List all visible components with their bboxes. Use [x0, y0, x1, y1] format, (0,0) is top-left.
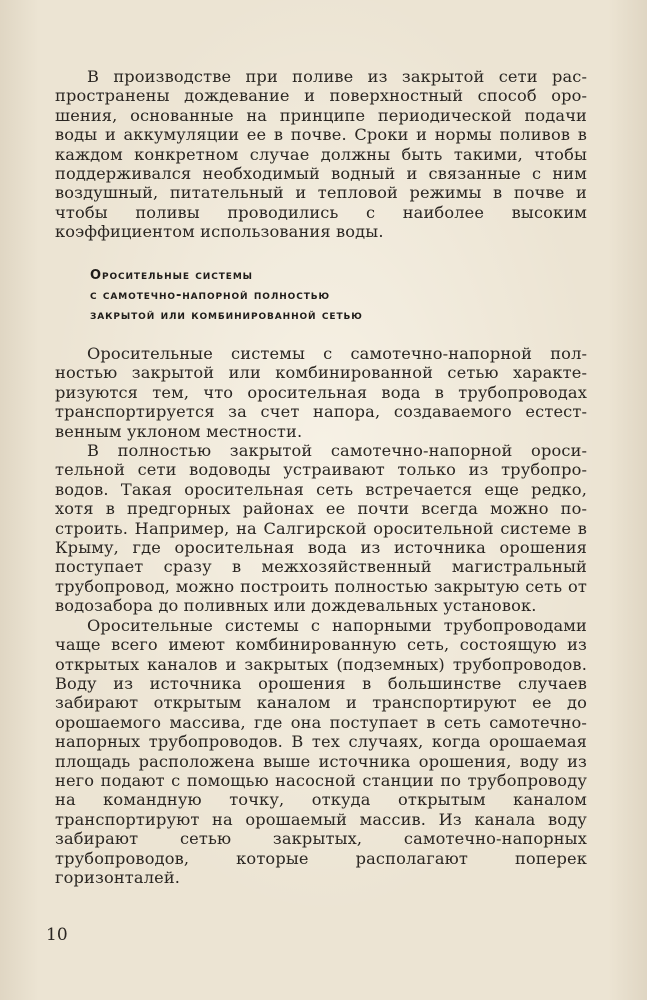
body-paragraph-1: Оросительные системы с самотечно-напорной полностью закрытой или комбинированной сетью характеризуются тем, что оросительная вода в трубопроводах транспортируется за счет напора, создаваемого естественным уклоном местности.: [55, 344, 587, 441]
section-heading-line-3: закрытой или комбинированной сетью: [90, 308, 363, 323]
intro-paragraph: В производстве при поливе из закрытой сети распространены дождевание и поверхностный способ орошения, основанные на принципе периодической подачи воды и аккумуляции ее в почве. Сроки и нормы поливов в каждом конкретном случае должны быть такими, чтобы поддерживался необходимый водный и связанные с ним воздушный, питательный и тепловой режимы в почве и чтобы поливы проводились с наиболее высоким коэффициентом использования воды.: [55, 67, 587, 242]
section-heading: [90, 266, 570, 326]
body-paragraph-2: В полностью закрытой самотечно-напорной оросительной сети водоводы устраивают только из трубопроводов. Такая оросительная сеть встречается еще редко, хотя в предгорных районах ее почти всегда можно построить. Например, на Салгирской оросительной системе в Крыму, где оросительная вода из источника орошения поступает сразу в межхозяйственный магистральный трубопровод, можно построить полностью закрытую сеть от водозабора до поливных или дождевальных установок.: [55, 441, 587, 616]
section-heading-line-1: Оросительные системы: [90, 268, 253, 283]
page-number: 10: [46, 925, 68, 945]
section-heading-line-2: с самотечно-напорной полностью: [90, 288, 330, 303]
section-body: [55, 344, 587, 887]
intro-text-block: [55, 67, 587, 242]
body-paragraph-3: Оросительные системы с напорными трубопроводами чаще всего имеют комбинированную сеть, состоящую из открытых каналов и закрытых (подземных) трубопроводов. Воду из источника орошения в большинстве случаев забирают открытым каналом и транспортируют ее до орошаемого массива, где она поступает в сеть самотечно-напорных трубопроводов. В тех случаях, когда орошаемая площадь расположена выше источника орошения, воду из него подают с помощью насосной станции по трубопроводу на командную точку, откуда открытым каналом транспортируют на орошаемый массив. Из канала воду забирают сетью закрытых, самотечно-напорных трубопроводов, которые располагают поперек горизонталей.: [55, 615, 587, 887]
